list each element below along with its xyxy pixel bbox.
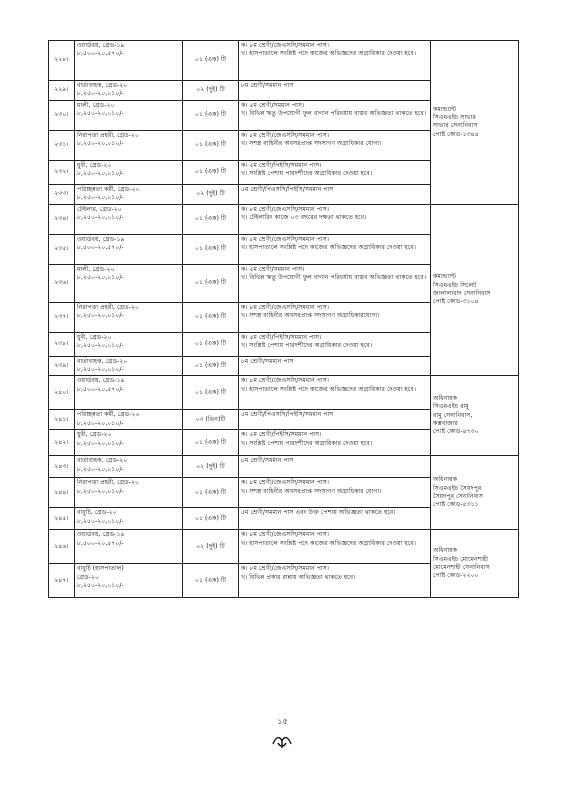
requirement-line: ৮ম শ্রেণী/সমমান পাস — [241, 357, 294, 365]
job-table-body — [49, 41, 519, 598]
requirement-line: ৫ম শ্রেণী/পিএসসি/পিইসি/সমমান পাস — [241, 411, 334, 419]
requirement-cell — [239, 410, 431, 430]
requirement-cell — [239, 332, 431, 356]
post-cell — [75, 530, 183, 564]
vacancy-count-cell: ০২ (দুই) টি — [183, 456, 239, 478]
job-table — [48, 40, 519, 598]
table-row — [49, 456, 519, 478]
unit-line: পোষ্ট কোড-৫৩১১ — [433, 501, 479, 509]
post-cell — [75, 81, 183, 101]
serial-cell: ২৩২। — [49, 160, 75, 184]
unit-line: পোষ্ট কোড-১৩৪৪ — [433, 130, 479, 138]
unit-line: সিএমএইচ সৈয়দপুর — [433, 484, 482, 492]
requirement-cell — [239, 430, 431, 456]
post-line: ৮,৫০০-২০,৫৭০/- — [77, 539, 124, 547]
unit-line: অধিনায়ক — [433, 476, 458, 484]
post-line: বার্তাবাহক, গ্রেড-২০ — [77, 457, 128, 465]
requirement-line: খ। সশস্ত্র বাহিনীর অবসরপ্রাপ্ত সদস্যগণ অগ্রাধিকারযোগ্য। — [241, 312, 380, 320]
requirement-line: খ। সংশ্লিষ্ট পেশায় পারদর্শীদের অগ্রাধিকার দেওয়া হবে। — [241, 170, 373, 178]
requirement-line: খ। বিভিন্ন ঋতু উপযোগী ফুল বাগান পরিচর্যায় বাস্তব অভিজ্ঞতা থাকতে হবে। — [241, 274, 427, 282]
requirement-line: ক। ৮ম শ্রেণী/জেএসসি/সমমান পাস। — [241, 205, 330, 213]
table-row — [49, 41, 519, 81]
requirement-cell — [239, 204, 431, 234]
requirement-cell — [239, 564, 431, 598]
requirement-cell — [239, 160, 431, 184]
requirement-cell — [239, 456, 431, 478]
serial-cell: ২৪৭। — [49, 564, 75, 598]
unit-line: সাভার সেনানিবাস — [433, 122, 478, 130]
ornament-icon — [270, 732, 294, 750]
post-line: নিরাপত্তা প্রহরী, গ্রেড-২০ — [77, 131, 140, 139]
requirement-line: ক। ৮ম শ্রেণী/জেএসসি/সমমান পাস। — [241, 303, 330, 311]
unit-address-cell — [431, 376, 519, 456]
vacancy-count-cell: ০১ (এক) টি — [183, 100, 239, 130]
serial-cell: ২২৮। — [49, 41, 75, 81]
vacancy-count-cell: ০১ (এক) টি — [183, 332, 239, 356]
serial-cell: ২৩৩। — [49, 184, 75, 204]
requirement-cell — [239, 356, 431, 376]
vacancy-count-cell: ০১ (এক) টি — [183, 356, 239, 376]
unit-line: পোষ্ট কোড-৪৭৩০ — [433, 428, 479, 436]
requirement-line: ক। ৫ম শ্রেণী/পিইসি/সমমান পাস। — [241, 431, 322, 439]
requirement-line: খ। হাসপাতালে সংশ্লিষ্ট পদে কাজের অভিজ্ঞদের অগ্রাধিকার দেওয়া হবে। — [241, 539, 416, 547]
serial-cell: ২৩৭। — [49, 302, 75, 332]
post-line: ৮,২৫০-২০,০১০/- — [77, 439, 124, 447]
post-cell — [75, 376, 183, 410]
requirement-cell — [239, 478, 431, 508]
requirement-line: খ। হাসপাতালে সংশ্লিষ্ট পদে কাজের অভিজ্ঞদের অগ্রাধিকার দেওয়া হবে। — [241, 244, 416, 252]
post-line: ৮,২৫০-২০,০১০/- — [77, 170, 124, 178]
post-cell — [75, 332, 183, 356]
requirement-cell — [239, 184, 431, 204]
post-line: মালী, গ্রেড-২০ — [77, 101, 115, 109]
requirement-line: ক। ৮ম শ্রেণী/জেএসসি/সমমান পাস। — [241, 42, 330, 49]
vacancy-count-cell: ০১ (এক) টি — [183, 130, 239, 160]
unit-line: কমান্ড্যান্ট — [433, 273, 456, 281]
post-line: বাবুর্চি (হাসপাতাল) — [77, 565, 124, 573]
post-line: ধুবী, গ্রেড-২০ — [77, 161, 112, 169]
requirement-cell — [239, 508, 431, 530]
vacancy-count-cell: ০১ (এক) টি — [183, 302, 239, 332]
post-line: ৮,৫০০-২০,৫৭০/- — [77, 244, 124, 252]
post-cell — [75, 456, 183, 478]
post-cell — [75, 264, 183, 302]
post-cell — [75, 564, 183, 598]
post-cell — [75, 478, 183, 508]
requirement-line: খ। বিভিন্ন ঋতু উপযোগী ফুল বাগান পরিচর্যায় বাস্তব অভিজ্ঞতা থাকতে হবে। — [241, 110, 427, 118]
unit-line: রামু সেনানিবাস, — [433, 411, 473, 419]
serial-cell: ২৩৬। — [49, 264, 75, 302]
unit-line: সিএমএইচ রামু — [433, 403, 469, 411]
post-line: ৮,২৫০-২০,০১০/- — [77, 110, 124, 118]
serial-cell: ২৩০। — [49, 100, 75, 130]
requirement-line: খ। সংশ্লিষ্ট পেশায় পারদর্শীদের অগ্রাধিকার দেওয়া হবে। — [241, 342, 373, 350]
vacancy-count-cell: ০১ (এক) টি — [183, 264, 239, 302]
unit-address-cell — [431, 41, 519, 205]
post-cell — [75, 41, 183, 81]
table-row — [49, 530, 519, 564]
unit-line: সিএমএইচ সাভার — [433, 114, 476, 121]
post-line: ৮,২৫০-২০,০১০/- — [77, 90, 124, 98]
requirement-cell — [239, 302, 431, 332]
vacancy-count-cell: ০১ (এক) টি — [183, 376, 239, 410]
post-line: ৮,২৫০-২০,০১০/- — [77, 312, 124, 320]
unit-line: মোমেনশাহী সেনানিবাস — [433, 563, 490, 571]
requirement-cell — [239, 376, 431, 410]
unit-line: কমান্ড্যান্ট — [433, 105, 456, 113]
post-cell — [75, 410, 183, 430]
vacancy-count-cell: ০১ (এক) টি — [183, 234, 239, 264]
post-line: ৮,২৫০-২০,০১০/- — [77, 214, 124, 222]
vacancy-count-cell: ০১ (এক) টি — [183, 564, 239, 598]
page-number: ১৫ — [277, 717, 288, 726]
requirement-line: ক। ৮ম শ্রেণী/জেএসসি/সমমান পাস। — [241, 479, 330, 487]
post-line: নিরাপত্তা প্রহরী, গ্রেড-২০ — [77, 303, 140, 311]
vacancy-count-cell: ০১ (এক) টি — [183, 478, 239, 508]
post-line: বার্তাবাহক, গ্রেড-২০ — [77, 357, 128, 365]
post-line: ওয়ার্ডবয়, গ্রেড-১৯ — [77, 42, 125, 49]
unit-line: পোষ্ট কোড-৩১০৪ — [433, 298, 479, 306]
serial-cell: ২৪৪। — [49, 478, 75, 508]
post-cell — [75, 130, 183, 160]
post-line: ৮,২৫০-২০,০১০/- — [77, 194, 124, 202]
requirement-line: ক। ৮ম শ্রেণী/জেএসসি/সমমান পাস। — [241, 235, 330, 243]
post-cell — [75, 160, 183, 184]
vacancy-count-cell: ০১ (এক) টি — [183, 508, 239, 530]
vacancy-count-cell: ০১ (এক) টি — [183, 41, 239, 81]
serial-cell: ২৩১। — [49, 130, 75, 160]
requirement-line: ক। ৮ম শ্রেণী/জেএসসি/সমমান পাস। — [241, 565, 330, 573]
unit-address-cell — [431, 204, 519, 376]
serial-cell: ২২৯। — [49, 81, 75, 101]
requirement-cell — [239, 264, 431, 302]
requirement-cell — [239, 81, 431, 101]
post-line: ৮,২৫০-২০,০১০/- — [77, 517, 124, 525]
post-line: ৮,২৫০-২০,০১০/- — [77, 274, 124, 282]
requirement-line: ক। ৫ম শ্রেণী/সমমান পাস। — [241, 265, 305, 273]
post-cell — [75, 184, 183, 204]
unit-line: সৈয়দপুর সেনানিবাস — [433, 492, 483, 500]
vacancy-count-cell: ০২ (দুই) টি — [183, 81, 239, 101]
post-line: ৮,২৫০-২০,০১০/- — [77, 487, 124, 495]
requirement-line: ক। ৫ম শ্রেণী/পিইসি/সমমান পাস। — [241, 333, 322, 341]
post-line: ৮,৫০০-২০,৫৭০/- — [77, 385, 124, 393]
post-line: পরিচ্ছন্নতা কর্মী, গ্রেড-২০ — [77, 185, 140, 193]
vacancy-count-cell: ০১ (এক) টি — [183, 430, 239, 456]
post-line: বাবুর্চি, গ্রেড-২০ — [77, 509, 117, 517]
serial-cell: ২৩৮। — [49, 332, 75, 356]
serial-cell: ২৩৪। — [49, 204, 75, 234]
vacancy-count-cell: ০১ (এক) টি — [183, 204, 239, 234]
post-line: ৮,২৫০-২০,০১০/- — [77, 342, 124, 350]
requirement-line: খ। সশস্ত্র বাহিনীর অবসরপ্রাপ্ত সদস্যগণ অগ্রাধিকার যোগ্য। — [241, 487, 382, 495]
requirement-line: ৫ম শ্রেণী/সমমান পাস এবং উক্ত পেশায় অভিজ্ঞতা থাকতে হবে। — [241, 509, 396, 517]
post-line: ৮,২৫০-২০,০১০/- — [77, 366, 124, 374]
requirement-line: ক। ৮ম শ্রেণী/জেএসসি/সমমান পাস। — [241, 131, 330, 139]
post-line: গ্রেড-২০ — [77, 573, 99, 581]
serial-cell: ২৩৫। — [49, 234, 75, 264]
requirement-line: ৮ম শ্রেণী/সমমান পাস — [241, 82, 294, 89]
requirement-line: ক। ৫ম শ্রেণী/সমমান পাস। — [241, 101, 305, 109]
unit-address-cell — [431, 456, 519, 530]
serial-cell: ২৪৬। — [49, 530, 75, 564]
post-cell — [75, 508, 183, 530]
post-line: নিরাপত্তা প্রহরী, গ্রেড-২০ — [77, 479, 140, 487]
vacancy-count-cell: ০২ (দুই) টি — [183, 530, 239, 564]
requirement-line: ৫ম শ্রেণী/পিএসসি/পিইসি/সমমান পাস — [241, 185, 334, 193]
post-line: টেইলার, গ্রেড-২০ — [77, 205, 122, 213]
requirement-line: ক। ৮ম শ্রেণী/জেএসসি/সমমান পাস। — [241, 377, 330, 385]
unit-line: জালালাবাদ সেনানিবাস — [433, 290, 491, 298]
post-line: ৮,২৫০-২০,০১০/- — [77, 419, 124, 427]
post-line: মালী, গ্রেড-২০ — [77, 265, 115, 273]
requirement-line: ক। ৮ম শ্রেণী/জেএসসি/সমমান পাস। — [241, 531, 330, 539]
post-cell — [75, 234, 183, 264]
serial-cell: ২৪২। — [49, 430, 75, 456]
requirement-line: খ। সশস্ত্র বাহিনীর অবসরপ্রাপ্ত সদস্যগণ অগ্রাধিকার যোগ্য। — [241, 140, 382, 148]
post-cell — [75, 430, 183, 456]
serial-cell: ২৪৫। — [49, 508, 75, 530]
requirement-cell — [239, 100, 431, 130]
post-cell — [75, 100, 183, 130]
unit-line: অধিনায়ক — [433, 395, 458, 403]
serial-cell: ২৪০। — [49, 376, 75, 410]
requirement-cell — [239, 41, 431, 81]
post-line: ওয়ার্ডবয়, গ্রেড-১৯ — [77, 531, 125, 539]
unit-line: সিএমএইচ মোমেনশাহী — [433, 555, 489, 563]
unit-line: পোষ্ট কোড-২২০০ — [433, 572, 479, 580]
serial-cell: ২৪১। — [49, 410, 75, 430]
requirement-line: খ। টেইলারিং কাজে ০৩ বছরের দক্ষতা থাকতে হবে। — [241, 214, 367, 222]
serial-cell: ২৪৩। — [49, 456, 75, 478]
requirement-line: খ। হাসপাতালে সংশ্লিষ্ট পদে কাজের অভিজ্ঞদের অগ্রাধিকার দেওয়া হবে। — [241, 385, 416, 393]
unit-address-cell — [431, 530, 519, 598]
post-line: ৮,২৫০-২০,০১০/- — [77, 140, 124, 148]
unit-line: কক্সবাজার — [433, 420, 458, 428]
serial-cell: ২৩৯। — [49, 356, 75, 376]
requirement-line: ৮ম শ্রেণী/সমমান পাস — [241, 457, 294, 465]
post-cell — [75, 356, 183, 376]
vacancy-count-cell: ০২ (দুই) টি — [183, 184, 239, 204]
requirement-cell — [239, 234, 431, 264]
post-line: ধুবী, গ্রেড-২০ — [77, 333, 112, 341]
unit-line: সিএমএইচ সিলেট — [433, 281, 477, 289]
post-line: ওয়ার্ডবয়, গ্রেড-১৯ — [77, 377, 125, 385]
post-line: ৮,৫০০-২০,৫৭০/- — [77, 50, 124, 58]
post-cell — [75, 302, 183, 332]
vacancy-count-cell: ০১ (এক) টি — [183, 160, 239, 184]
table-row — [49, 376, 519, 410]
requirement-cell — [239, 130, 431, 160]
post-line: ধুবী, গ্রেড-২০ — [77, 431, 112, 439]
vacancy-count-cell: ০৩ (তিন)টি — [183, 410, 239, 430]
post-line: বার্তাবাহক, গ্রেড-২০ — [77, 82, 128, 89]
requirement-line: ক। ৫ম শ্রেণী/পিইসি/সমমান পাস। — [241, 161, 322, 169]
post-line: ওয়ার্ডবয়, গ্রেড-১৯ — [77, 235, 125, 243]
requirement-cell — [239, 530, 431, 564]
requirement-line: খ। বিভিন্ন প্রকার রান্নায় অভিজ্ঞতা থাকতে হবে। — [241, 573, 356, 581]
post-cell — [75, 204, 183, 234]
post-line: ৮,২৫০-২০,০১০/- — [77, 582, 124, 590]
unit-line: অধিনায়ক — [433, 547, 458, 555]
requirement-line: খ। হাসপাতালে সংশ্লিষ্ট পদে কাজের অভিজ্ঞদের অগ্রাধিকার দেওয়া হবে। — [241, 50, 416, 58]
post-line: পরিচ্ছন্নতা কর্মী, গ্রেড-২০ — [77, 411, 140, 419]
table-row — [49, 204, 519, 234]
requirement-line: খ। সংশ্লিষ্ট পেশায় পারদর্শীদের অগ্রাধিকার দেওয়া হবে। — [241, 439, 373, 447]
post-line: ৮,২৫০-২০,০১০/- — [77, 465, 124, 473]
